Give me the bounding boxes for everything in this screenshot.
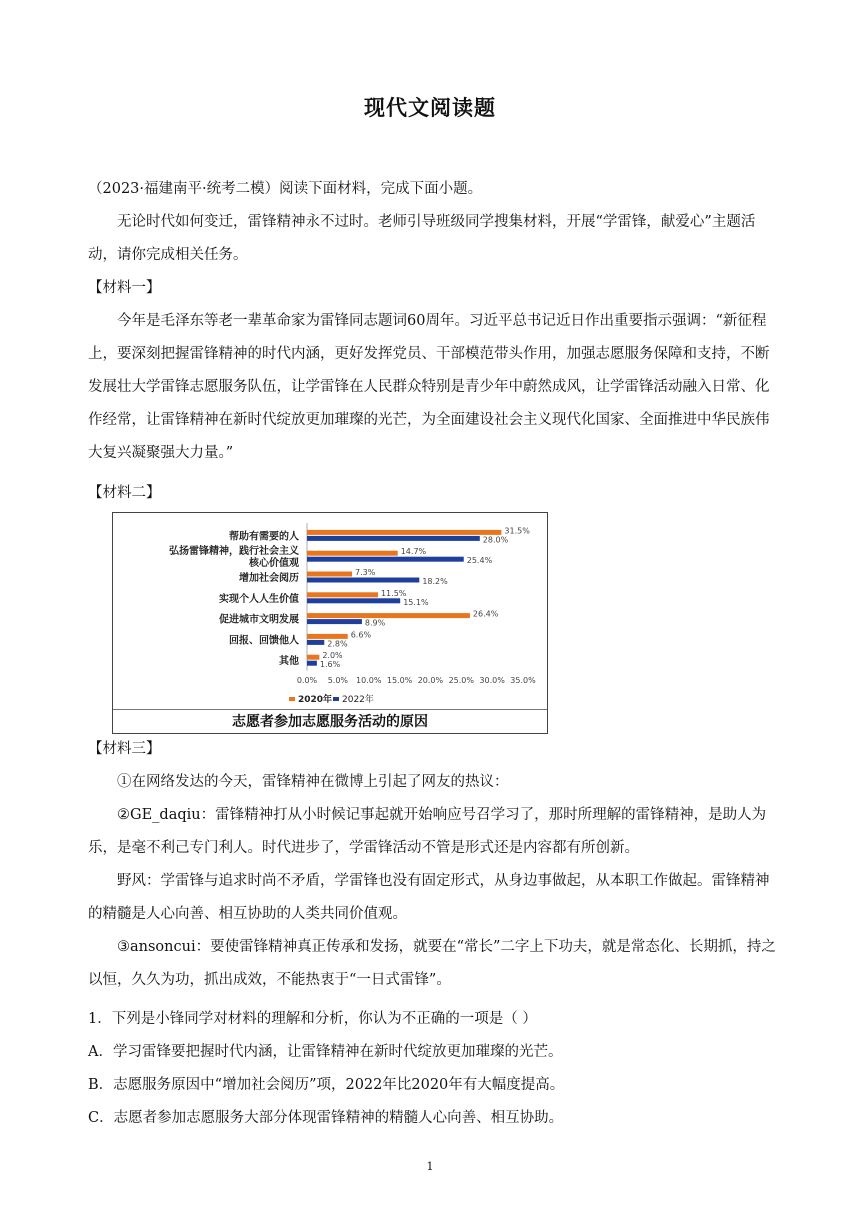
bar [307,634,348,639]
data-label: 15.1% [403,597,429,607]
tick-label: 15.0% [386,676,413,685]
bar [307,536,480,541]
material-3 [88,733,778,997]
category-label: 促进城市文明发展 [219,614,299,626]
legend-swatch [289,697,295,701]
material-2-heading: 【材料二】 [88,485,161,501]
data-label: 25.4% [466,556,493,566]
legend-label: 2020年 [298,695,333,705]
data-label: 28.0% [482,535,509,545]
tick-label: 35.0% [510,676,536,685]
material-1-text: 今年是毛泽东等老一辈革命家为雷锋同志题词60周年。习近平总书记近日作出重要指示强调：“新征程上，要深刻把握雷锋精神的时代内涵，更好发挥党员、干部模范带头作用，加强志愿服务保障和支持，不断发展壮大学雷锋志愿服务队伍，让学雷锋在人民群众特别是青少年中蔚然成风，让学雷锋活动融入日常、化作经常，让雷锋精神在新时代绽放更加璀璨的光芒，为全面建设社会主义现代化国家、全面推进中华民族伟大复兴凝聚强大力量。” [88,313,770,461]
category-label: 增加社会阅历 [239,573,299,584]
data-label: 18.2% [422,577,448,586]
bar [307,572,352,577]
page-number: 1 [426,1160,434,1173]
bar [307,661,317,666]
bar [307,619,362,624]
category-label: 回报、回馈他人 [229,635,299,647]
data-label: 1.6% [319,660,341,670]
data-label: 14.7% [400,547,427,557]
bar [307,592,378,597]
legend-swatch [333,697,339,701]
legend-label: 2022年 [342,695,374,705]
category-label: 实现个人人生价值 [219,593,299,605]
data-label: 11.5% [380,588,407,598]
bar [307,578,419,583]
bar [307,655,319,660]
intro-section [88,173,778,272]
category-label: 核心价值观 [249,558,299,570]
option-c: C．志愿者参加志愿服务大部分体现雷锋精神的精髓人心向善、相互协助。 [88,1110,564,1126]
option-a: A．学习雷锋要把握时代内涵，让雷锋精神在新时代绽放更加璀璨的光芒。 [88,1044,563,1060]
material-3-p1: ①在网络发达的今天，雷锋精神在微博上引起了网友的热议： [117,774,509,790]
bar [307,613,470,618]
tick-label: 25.0% [448,676,474,685]
question-stem: 1．下列是小锋同学对材料的理解和分析，你认为不正确的一项是（ ） [88,1011,537,1027]
material-3-p2: ②GE_daqiu：雷锋精神打从小时候记事起就开始响应号召学习了，那时所理解的雷锋精神，是助人为乐，是毫不利己专门利人。时代进步了，学雷锋活动不管是形式还是内容都有所创新。 [88,807,767,856]
bar [307,557,464,562]
tick-label: 10.0% [356,676,382,685]
chart-title: 志愿者参加志愿服务活动的原因 [113,709,547,734]
material-1 [88,272,778,470]
data-label: 2.8% [327,639,348,649]
tick-label: 0.0% [296,676,318,685]
category-label: 帮助有需要的人 [229,531,299,543]
material-3-heading: 【材料三】 [88,741,161,757]
data-label: 2.0% [322,651,343,661]
category-label: 弘扬雷锋精神，践行社会主义 [169,546,299,558]
data-label: 26.4% [472,609,499,619]
page-title: 现代文阅读题 [364,96,496,120]
material-3-p3: 野风：学雷锋与追求时尚不矛盾，学雷锋也没有固定形式，从身边事做起，从本职工作做起。雷锋精神的精髓是人心向善、相互协助的人类共同价值观。 [88,873,770,922]
intro-paragraph: 无论时代如何变迁，雷锋精神永不过时。老师引导班级同学搜集材料，开展“学雷锋，献爱心”主题活动，请你完成相关任务。 [88,214,756,263]
question-1 [88,1003,778,1135]
bar [307,551,398,556]
data-label: 31.5% [504,526,530,536]
intro-source: （2023·福建南平·统考二模）阅读下面材料，完成下面小题。 [88,181,483,197]
category-label: 其他 [279,656,299,668]
tick-label: 20.0% [417,676,444,685]
material-2 [88,477,778,510]
material-1-heading: 【材料一】 [88,280,161,296]
bar [307,530,501,535]
tick-label: 30.0% [479,676,505,685]
bar [307,598,400,603]
option-b: B．志愿服务原因中“增加社会阅历”项，2022年比2020年有大幅度提高。 [88,1077,565,1093]
material-3-p4: ③ansoncui：要使雷锋精神真正传承和发扬，就要在“常长”二字上下功夫，就是常态化、长期抓，持之以恒，久久为功，抓出成效，不能热衷于“一日式雷锋”。 [88,939,776,988]
data-label: 6.6% [350,630,372,640]
bar [307,640,324,645]
tick-label: 5.0% [327,676,349,685]
data-label: 8.9% [364,618,386,628]
data-label: 7.3% [355,568,376,577]
reason-chart [112,512,548,734]
reason-chart-svg [113,513,547,709]
